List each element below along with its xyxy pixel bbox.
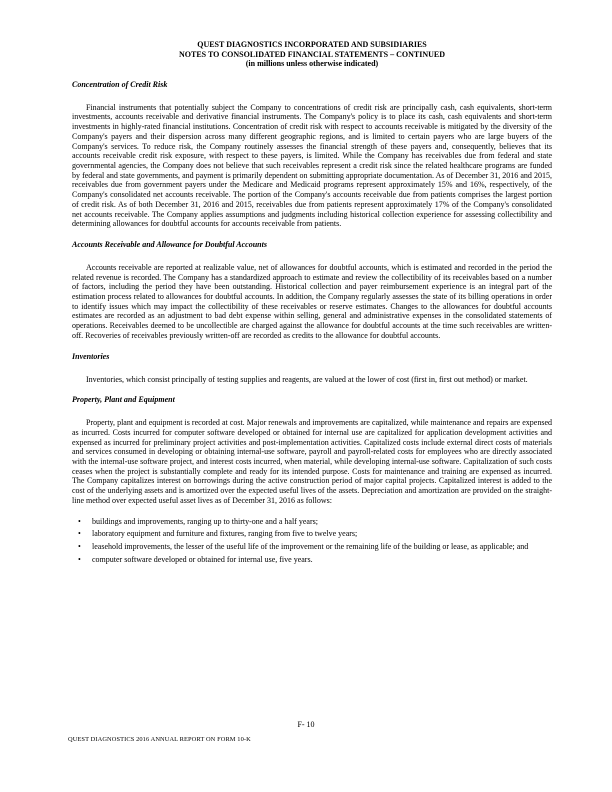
paragraph-property-plant-equipment: Property, plant and equipment is recorded at cost. Major renewals and improvements are capitalized, while maintenance and repairs are expensed as incurred. Costs incurred for computer software developed or obtained for internal use are capitalized for application development activities and expensed as incurred for preliminary project activities and post-implementation activities. Capitalized costs include external direct costs of materials and services consumed in developing or obtaining internal-use software, payroll and payroll-related costs for employees who are directly associated with the internal-use software project, and interest costs incurred, when material, while developing internal-use software. Capitalization of such costs ceases when the project is substantially complete and ready for its intended purpose. Costs for maintenance and training are expensed as incurred. The Company capitalizes interest on borrowings during the active construction period of major capital projects. Capitalized interest is added to the cost of the underlying assets and is amortized over the expected useful lives of the assets. Depreciation and amortization are provided on the straight-line method over expected useful asset lives as of December 31, 2016 as follows: xyxy=(72,418,552,505)
bullet-icon: • xyxy=(78,516,81,526)
section-title-property-plant-equipment: Property, Plant and Equipment xyxy=(72,395,175,405)
list-item: • computer software developed or obtained for internal use, five years. xyxy=(78,554,313,564)
bullet-icon: • xyxy=(78,541,81,551)
bullet-icon: • xyxy=(78,554,81,564)
document-header xyxy=(72,40,552,69)
page-number: F- 10 xyxy=(297,720,315,729)
document-page xyxy=(72,40,552,567)
bullet-icon: • xyxy=(78,529,81,539)
section-title-accounts-receivable: Accounts Receivable and Allowance for Doubtful Accounts xyxy=(72,239,267,249)
notes-title: NOTES TO CONSOLIDATED FINANCIAL STATEMENTS – CONTINUED xyxy=(179,49,445,59)
section-title-credit-risk: Concentration of Credit Risk xyxy=(72,79,168,89)
units-note: (in millions unless otherwise indicated) xyxy=(245,59,379,69)
list-item: • buildings and improvements, ranging up to thirty-one and a half years; xyxy=(78,516,318,526)
paragraph-inventories: Inventories, which consist principally of testing supplies and reagents, are valued at the lower of cost (first in, first out method) or market. xyxy=(86,374,528,384)
list-item: • laboratory equipment and furniture and fixtures, ranging from five to twelve years; xyxy=(78,529,358,539)
list-item: • leasehold improvements, the lesser of the useful life of the improvement or the remaining life of the building or lease, as applicable; and xyxy=(78,541,529,551)
paragraph-credit-risk: Financial instruments that potentially subject the Company to concentrations of credit risk are principally cash, cash equivalents, short-term investments, accounts receivable and derivative financial instruments. The Company's policy is to place its cash, cash equivalents and short-term investments in highly-rated financial institutions. Concentration of credit risk with respect to accounts receivable is mitigated by the diversity of the Company's payers and their dispersion across many different geographic regions, and is limited to certain payers who are large buyers of the Company's services. To reduce risk, the Company routinely assesses the financial strength of these payers and, consequently, believes that its accounts receivable credit risk exposure, with respect to these payers, is limited. While the Company has receivables due from federal and state governmental agencies, the Company does not believe that such receivables represent a credit risk since the related healthcare programs are funded by federal and state governments, and payment is primarily dependent on submitting appropriate documentation. As of December 31, 2016 and 2015, receivables due from government payers under the Medicare and Medicaid programs represent approximately 15% and 16%, respectively, of the Company's consolidated net accounts receivable. The portion of the Company's accounts receivable due from patients comprises the largest portion of credit risk. As of both December 31, 2016 and 2015, receivables due from patients represent approximately 17% of the Company's consolidated net accounts receivable. The Company applies assumptions and judgments including historical collection experience for assessing collectibility and determining allowances for doubtful accounts for accounts receivable from patients. xyxy=(72,102,552,229)
useful-lives-list xyxy=(72,517,552,565)
report-footer: QUEST DIAGNOSTICS 2016 ANNUAL REPORT ON FORM 10-K xyxy=(68,736,251,743)
paragraph-accounts-receivable: Accounts receivable are reported at realizable value, net of allowances for doubtful accounts, which is estimated and recorded in the period the related revenue is recorded. The Company has a standardized approach to estimate and review the collectibility of its receivables based on a number of factors, including the period they have been outstanding. Historical collection and payer reimbursement experience is an integral part of the estimation process related to allowances for doubtful accounts. In addition, the Company regularly assesses the state of its billing operations in order to identify issues which may impact the collectibility of these receivables or reserve estimates. Changes to the allowances for doubtful accounts estimates are recorded as an adjustment to bad debt expense within selling, general and administrative expenses in the consolidated statements of operations. Receivables deemed to be uncollectible are charged against the allowance for doubtful accounts at the time such receivables are written-off. Recoveries of receivables previously written-off are recorded as credits to the allowance for doubtful accounts. xyxy=(72,262,552,340)
section-title-inventories: Inventories xyxy=(72,351,110,361)
company-name: QUEST DIAGNOSTICS INCORPORATED AND SUBSIDIARIES xyxy=(197,40,427,49)
